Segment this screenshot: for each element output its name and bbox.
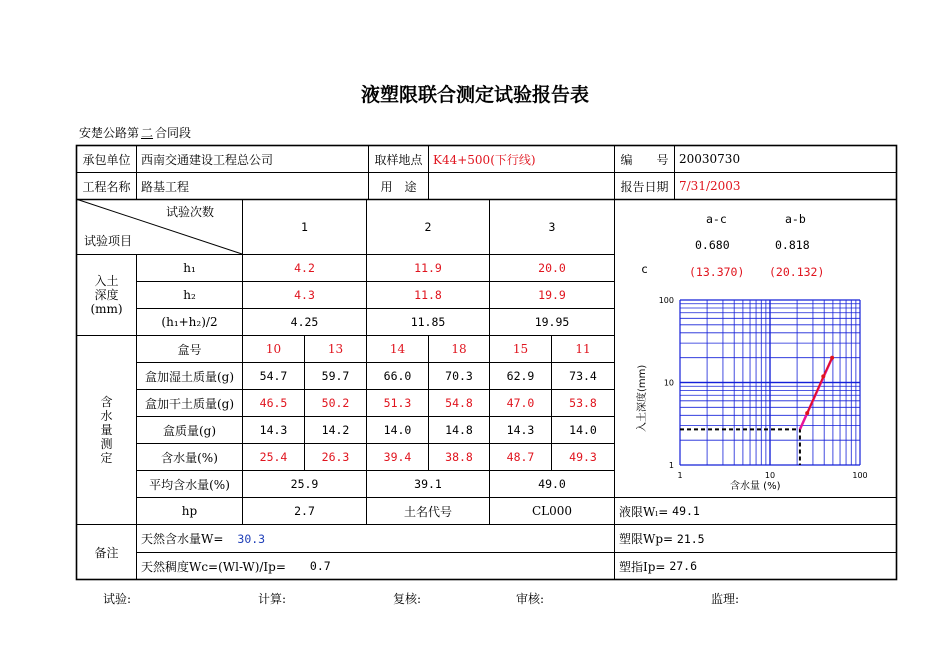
x-tick-label: 1 bbox=[677, 471, 683, 480]
unit-value: 西南交通建设工程总公司 bbox=[141, 152, 274, 167]
number-value: 20030730 bbox=[679, 152, 741, 166]
x-axis-label: 含水量 (%) bbox=[730, 481, 781, 492]
box-number: 11 bbox=[575, 342, 591, 356]
footer-test: 试验: bbox=[103, 592, 132, 606]
box-number: 15 bbox=[512, 342, 529, 356]
wet-mass-value: 66.0 bbox=[383, 369, 412, 383]
wet-mass-value: 54.7 bbox=[259, 369, 288, 383]
section-suffix: 合同段 bbox=[155, 126, 192, 140]
havg-label: (h₁+h₂)/2 bbox=[161, 315, 218, 329]
havg-value: 19.95 bbox=[534, 315, 570, 329]
hp-value: 2.7 bbox=[294, 504, 315, 518]
trial-1-header: 1 bbox=[301, 220, 308, 234]
box-number: 13 bbox=[327, 342, 344, 356]
box-number: 18 bbox=[451, 342, 467, 356]
footer-audit: 审核: bbox=[516, 592, 545, 606]
slope-ac-value: 0.680 bbox=[695, 238, 730, 252]
corner-trials-label: 试验次数 bbox=[165, 204, 214, 219]
hp-label-text: hp bbox=[181, 504, 198, 518]
avg-moisture-value: 39.1 bbox=[414, 477, 442, 491]
moisture-value: 49.3 bbox=[569, 450, 597, 464]
footer-calc: 计算: bbox=[258, 592, 287, 606]
slope-ac-pair: (13.370) bbox=[689, 265, 745, 279]
natural-consistency-label: 天然稠度Wc=(Wl-W)/Ip= bbox=[141, 559, 286, 574]
x-tick-label: 100 bbox=[852, 471, 868, 480]
moisture-value: 25.4 bbox=[259, 450, 288, 464]
purpose-label: 用 途 bbox=[380, 179, 417, 194]
h1-value: 4.2 bbox=[294, 261, 315, 275]
soil-code-value: CL000 bbox=[531, 504, 573, 518]
y-tick-label: 10 bbox=[663, 378, 674, 388]
hp-guide-line bbox=[680, 429, 800, 465]
y-tick-label: 100 bbox=[658, 296, 674, 305]
depth-group-label: 入土 深度 (mm) bbox=[90, 274, 123, 316]
corner-items-label: 试验项目 bbox=[83, 233, 132, 248]
moisture-value: 48.7 bbox=[506, 450, 535, 464]
plasticity-index-value: 27.6 bbox=[669, 559, 698, 573]
h1-label: h₁ bbox=[183, 261, 196, 275]
report-date-value: 7/31/2003 bbox=[679, 179, 741, 193]
box-mass-label: 盒质量(g) bbox=[162, 423, 217, 438]
data-point bbox=[821, 374, 825, 378]
dry-mass-value: 51.3 bbox=[383, 396, 412, 410]
sample-location-value: K44+500(下行线) bbox=[433, 152, 536, 167]
trial-2-header: 2 bbox=[424, 220, 432, 234]
avg-moisture-value: 49.0 bbox=[538, 477, 566, 491]
wet-mass-value: 73.4 bbox=[569, 369, 597, 383]
box-number-label: 盒号 bbox=[177, 342, 202, 357]
moisture-value: 26.3 bbox=[321, 450, 350, 464]
box-mass-value: 14.2 bbox=[321, 423, 350, 437]
project-value: 路基工程 bbox=[141, 179, 190, 194]
dry-mass-value: 53.8 bbox=[569, 396, 597, 410]
dry-mass-label: 盒加干土质量(g) bbox=[144, 396, 235, 411]
dry-mass-value: 54.8 bbox=[445, 396, 473, 410]
section-number: 二 bbox=[141, 126, 154, 140]
havg-value: 11.85 bbox=[410, 315, 446, 329]
h2-value: 11.8 bbox=[414, 288, 442, 302]
slope-ac-label: a-c bbox=[706, 212, 727, 226]
dry-mass-value: 46.5 bbox=[259, 396, 288, 410]
h1-value: 20.0 bbox=[538, 261, 566, 275]
section-prefix: 安楚公路第 bbox=[79, 126, 140, 140]
slope-ab-value: 0.818 bbox=[775, 238, 810, 252]
plasticity-index bbox=[615, 553, 895, 579]
liquid-limit-label: 液限Wₗ= bbox=[619, 504, 669, 519]
avg-moisture-label: 平均含水量(%) bbox=[149, 477, 230, 492]
y-tick-label: 1 bbox=[668, 461, 674, 470]
plastic-limit-value: 21.5 bbox=[676, 531, 705, 546]
soil-code-label: 土名代号 bbox=[403, 504, 452, 519]
box-mass-value: 14.0 bbox=[383, 423, 412, 437]
avg-moisture-value: 25.9 bbox=[290, 477, 319, 491]
havg-value: 4.25 bbox=[290, 315, 319, 329]
wet-mass-value: 62.9 bbox=[506, 369, 535, 383]
x-tick-label: 10 bbox=[764, 471, 776, 480]
liquid-limit-value: 49.1 bbox=[672, 504, 700, 518]
slope-ab-label: a-b bbox=[785, 212, 806, 226]
slope-ab-pair: (20.132) bbox=[769, 265, 825, 279]
moisture-label: 含水量(%) bbox=[161, 450, 218, 465]
number-label: 编 号 bbox=[620, 152, 669, 167]
remarks-label: 备注 bbox=[94, 545, 119, 560]
footer-supervise: 监理: bbox=[711, 592, 740, 606]
box-mass-value: 14.8 bbox=[445, 423, 473, 437]
data-point bbox=[805, 411, 809, 415]
c-label: c bbox=[641, 262, 648, 276]
dry-mass-value: 47.0 bbox=[506, 396, 535, 410]
sample-location-label: 取样地点 bbox=[374, 152, 423, 167]
unit-label: 承包单位 bbox=[82, 152, 131, 167]
purpose-value bbox=[429, 173, 614, 199]
natural-moisture bbox=[137, 525, 614, 552]
data-point bbox=[830, 356, 834, 360]
flow-curve-chart bbox=[615, 200, 895, 497]
liquid-limit bbox=[615, 498, 895, 524]
trial-3-header: 3 bbox=[548, 220, 556, 234]
plastic-limit bbox=[615, 525, 895, 552]
h1-value: 11.9 bbox=[414, 261, 442, 275]
report-date-label: 报告日期 bbox=[620, 179, 669, 194]
data-series-line bbox=[807, 358, 832, 413]
page-title: 液塑限联合测定试验报告表 bbox=[360, 84, 589, 106]
plastic-limit-label: 塑限Wp= bbox=[619, 532, 674, 546]
moisture-value: 38.8 bbox=[445, 450, 473, 464]
moisture-value: 39.4 bbox=[383, 450, 412, 464]
box-mass-value: 14.3 bbox=[259, 423, 288, 437]
water-group-label: 含 水 量 测 定 bbox=[100, 395, 113, 465]
dry-mass-value: 50.2 bbox=[321, 396, 350, 410]
h2-value: 19.9 bbox=[538, 288, 566, 302]
wet-mass-label: 盒加湿土质量(g) bbox=[144, 369, 235, 384]
box-number: 10 bbox=[265, 342, 282, 356]
natural-moisture-label: 天然含水量W= bbox=[141, 532, 224, 546]
h2-value: 4.3 bbox=[294, 288, 315, 302]
wet-mass-value: 70.3 bbox=[445, 369, 473, 383]
natural-consistency bbox=[137, 553, 614, 579]
box-mass-value: 14.0 bbox=[569, 423, 597, 437]
natural-moisture-value: 30.3 bbox=[237, 531, 266, 546]
footer-review: 复核: bbox=[393, 592, 422, 606]
hp-label bbox=[137, 498, 242, 524]
box-mass-value: 14.3 bbox=[506, 423, 535, 437]
y-axis-label: 入土深度(mm) bbox=[637, 364, 648, 432]
plasticity-index-label: 塑指Ip= bbox=[619, 559, 666, 574]
natural-consistency-value: 0.7 bbox=[309, 559, 331, 573]
h2-label: h₂ bbox=[183, 288, 196, 302]
project-label: 工程名称 bbox=[82, 179, 131, 194]
box-number: 14 bbox=[389, 342, 406, 356]
wet-mass-value: 59.7 bbox=[321, 369, 350, 383]
